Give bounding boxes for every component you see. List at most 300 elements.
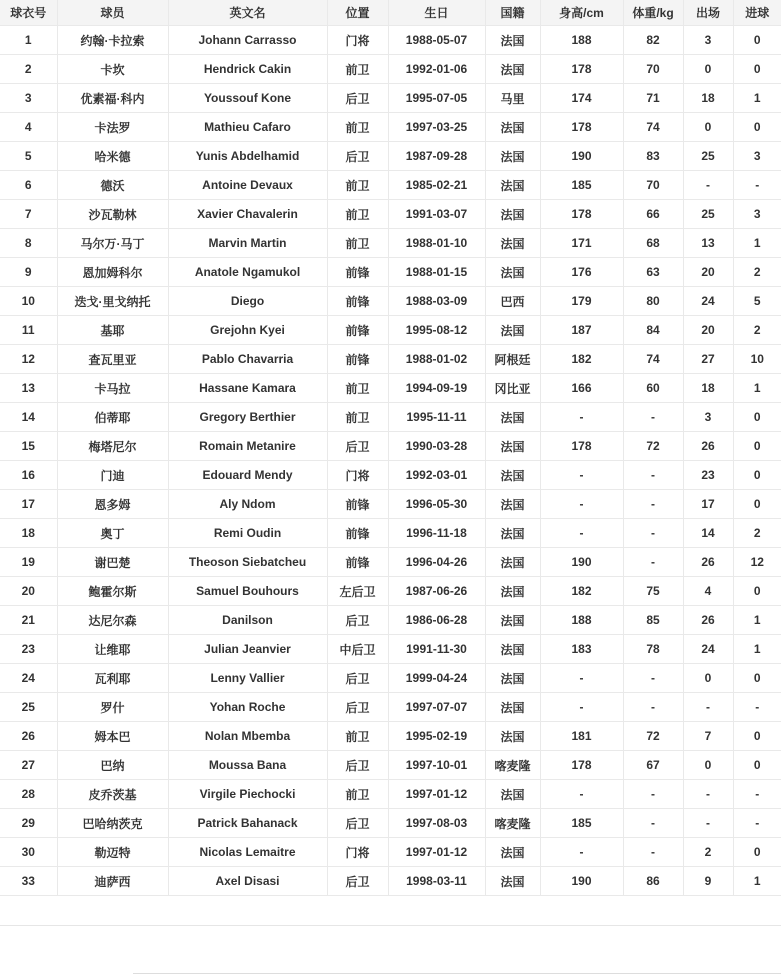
table-row (0, 287, 781, 316)
cell-appearances: 27 (683, 345, 733, 374)
cell-nationality: 法国 (485, 316, 540, 345)
cell-weight-kg: 63 (623, 258, 683, 287)
cell-appearances: 3 (683, 26, 733, 55)
cell-player-name-en: Yohan Roche (168, 693, 327, 722)
cell-jersey-number: 3 (0, 84, 57, 113)
cell-jersey-number: 9 (0, 258, 57, 287)
cell-height-cm: 183 (540, 635, 623, 664)
cell-goals: 1 (733, 635, 781, 664)
cell-birthday: 1987-06-26 (388, 577, 485, 606)
cell-position: 中后卫 (327, 635, 388, 664)
cell-height-cm: 178 (540, 751, 623, 780)
cell-height-cm: 178 (540, 113, 623, 142)
cell-goals: - (733, 809, 781, 838)
cell-height-cm: - (540, 403, 623, 432)
cell-weight-kg: - (623, 461, 683, 490)
cell-nationality: 法国 (485, 838, 540, 867)
cell-position: 前锋 (327, 490, 388, 519)
cell-position: 前锋 (327, 258, 388, 287)
cell-position: 前卫 (327, 229, 388, 258)
cell-player-name-cn: 优素福·科内 (57, 84, 168, 113)
cell-weight-kg: 72 (623, 432, 683, 461)
cell-nationality: 法国 (485, 403, 540, 432)
cell-nationality: 法国 (485, 606, 540, 635)
cell-weight-kg: 71 (623, 84, 683, 113)
cell-jersey-number: 16 (0, 461, 57, 490)
cell-height-cm: 190 (540, 867, 623, 896)
cell-birthday: 1990-03-28 (388, 432, 485, 461)
cell-weight-kg: 68 (623, 229, 683, 258)
cell-jersey-number: 17 (0, 490, 57, 519)
cell-birthday: 1996-05-30 (388, 490, 485, 519)
cell-appearances: 20 (683, 316, 733, 345)
cell-position: 前卫 (327, 55, 388, 84)
cell-player-name-cn: 迭戈·里戈纳托 (57, 287, 168, 316)
cell-weight-kg: - (623, 809, 683, 838)
cell-jersey-number: 18 (0, 519, 57, 548)
cell-nationality: 法国 (485, 142, 540, 171)
cell-nationality: 法国 (485, 55, 540, 84)
cell-player-name-cn: 罗什 (57, 693, 168, 722)
cell-goals: 0 (733, 664, 781, 693)
table-row (0, 316, 781, 345)
cell-nationality: 法国 (485, 664, 540, 693)
cell-player-name-cn: 查瓦里亚 (57, 345, 168, 374)
section-divider (0, 925, 781, 926)
cell-weight-kg: - (623, 838, 683, 867)
cell-jersey-number: 25 (0, 693, 57, 722)
table-row (0, 26, 781, 55)
cell-weight-kg: 67 (623, 751, 683, 780)
cell-jersey-number: 24 (0, 664, 57, 693)
table-row (0, 432, 781, 461)
cell-goals: 3 (733, 142, 781, 171)
cell-player-name-en: Romain Metanire (168, 432, 327, 461)
column-header-goals: 进球 (733, 0, 781, 26)
cell-player-name-en: Youssouf Kone (168, 84, 327, 113)
cell-weight-kg: 74 (623, 113, 683, 142)
cell-position: 后卫 (327, 867, 388, 896)
cell-height-cm: 178 (540, 200, 623, 229)
cell-jersey-number: 21 (0, 606, 57, 635)
table-row (0, 577, 781, 606)
table-row (0, 229, 781, 258)
cell-player-name-en: Julian Jeanvier (168, 635, 327, 664)
cell-player-name-en: Aly Ndom (168, 490, 327, 519)
cell-position: 前卫 (327, 722, 388, 751)
cell-goals: 0 (733, 490, 781, 519)
cell-jersey-number: 15 (0, 432, 57, 461)
cell-height-cm: - (540, 519, 623, 548)
cell-jersey-number: 7 (0, 200, 57, 229)
cell-nationality: 法国 (485, 867, 540, 896)
column-header-weight-kg: 体重/kg (623, 0, 683, 26)
cell-birthday: 1995-07-05 (388, 84, 485, 113)
cell-position: 前锋 (327, 287, 388, 316)
cell-height-cm: 166 (540, 374, 623, 403)
table-row (0, 809, 781, 838)
cell-nationality: 喀麦隆 (485, 751, 540, 780)
cell-appearances: 9 (683, 867, 733, 896)
cell-position: 后卫 (327, 751, 388, 780)
table-row (0, 403, 781, 432)
cell-goals: - (733, 693, 781, 722)
cell-position: 前锋 (327, 548, 388, 577)
cell-jersey-number: 23 (0, 635, 57, 664)
cell-position: 后卫 (327, 664, 388, 693)
table-row (0, 258, 781, 287)
squad-table-header (0, 0, 781, 26)
cell-appearances: 24 (683, 287, 733, 316)
cell-appearances: 0 (683, 664, 733, 693)
table-row (0, 345, 781, 374)
table-row (0, 374, 781, 403)
cell-nationality: 阿根廷 (485, 345, 540, 374)
cell-nationality: 冈比亚 (485, 374, 540, 403)
cell-goals: 1 (733, 84, 781, 113)
cell-appearances: 23 (683, 461, 733, 490)
cell-goals: 0 (733, 55, 781, 84)
cell-player-name-en: Yunis Abdelhamid (168, 142, 327, 171)
cell-height-cm: 182 (540, 345, 623, 374)
cell-nationality: 法国 (485, 693, 540, 722)
cell-birthday: 1988-01-10 (388, 229, 485, 258)
cell-jersey-number: 29 (0, 809, 57, 838)
cell-appearances: - (683, 809, 733, 838)
cell-position: 前卫 (327, 113, 388, 142)
cell-birthday: 1986-06-28 (388, 606, 485, 635)
cell-birthday: 1997-01-12 (388, 838, 485, 867)
cell-position: 左后卫 (327, 577, 388, 606)
cell-height-cm: 188 (540, 26, 623, 55)
cell-birthday: 1997-07-07 (388, 693, 485, 722)
cell-height-cm: - (540, 461, 623, 490)
cell-nationality: 马里 (485, 84, 540, 113)
cell-player-name-cn: 达尼尔森 (57, 606, 168, 635)
column-header-nationality: 国籍 (485, 0, 540, 26)
cell-height-cm: 181 (540, 722, 623, 751)
cell-nationality: 法国 (485, 490, 540, 519)
cell-position: 后卫 (327, 606, 388, 635)
cell-player-name-cn: 恩加姆科尔 (57, 258, 168, 287)
cell-nationality: 巴西 (485, 287, 540, 316)
cell-height-cm: 187 (540, 316, 623, 345)
cell-player-name-cn: 巴纳 (57, 751, 168, 780)
header-row (0, 0, 781, 26)
cell-jersey-number: 20 (0, 577, 57, 606)
cell-position: 前卫 (327, 200, 388, 229)
cell-player-name-cn: 卡法罗 (57, 113, 168, 142)
cell-nationality: 法国 (485, 519, 540, 548)
cell-birthday: 1995-08-12 (388, 316, 485, 345)
cell-birthday: 1988-01-02 (388, 345, 485, 374)
cell-player-name-cn: 梅塔尼尔 (57, 432, 168, 461)
cell-nationality: 法国 (485, 780, 540, 809)
cell-birthday: 1996-11-18 (388, 519, 485, 548)
cell-appearances: 17 (683, 490, 733, 519)
cell-weight-kg: 78 (623, 635, 683, 664)
table-row (0, 693, 781, 722)
cell-position: 门将 (327, 26, 388, 55)
cell-jersey-number: 30 (0, 838, 57, 867)
cell-birthday: 1997-03-25 (388, 113, 485, 142)
cell-weight-kg: 75 (623, 577, 683, 606)
table-row (0, 838, 781, 867)
cell-player-name-en: Marvin Martin (168, 229, 327, 258)
cell-birthday: 1997-08-03 (388, 809, 485, 838)
cell-appearances: 3 (683, 403, 733, 432)
cell-weight-kg: - (623, 490, 683, 519)
cell-goals: 5 (733, 287, 781, 316)
cell-weight-kg: 72 (623, 722, 683, 751)
cell-jersey-number: 12 (0, 345, 57, 374)
table-row (0, 490, 781, 519)
cell-birthday: 1988-03-09 (388, 287, 485, 316)
cell-birthday: 1999-04-24 (388, 664, 485, 693)
cell-jersey-number: 27 (0, 751, 57, 780)
cell-goals: - (733, 171, 781, 200)
cell-goals: 1 (733, 867, 781, 896)
cell-birthday: 1985-02-21 (388, 171, 485, 200)
cell-birthday: 1992-03-01 (388, 461, 485, 490)
table-row (0, 200, 781, 229)
cell-position: 后卫 (327, 142, 388, 171)
cell-player-name-en: Diego (168, 287, 327, 316)
cell-nationality: 法国 (485, 722, 540, 751)
table-row (0, 664, 781, 693)
cell-height-cm: 174 (540, 84, 623, 113)
cell-jersey-number: 14 (0, 403, 57, 432)
cell-player-name-cn: 约翰·卡拉索 (57, 26, 168, 55)
cell-appearances: 26 (683, 548, 733, 577)
cell-nationality: 法国 (485, 432, 540, 461)
table-row (0, 84, 781, 113)
cell-position: 前卫 (327, 374, 388, 403)
cell-player-name-en: Patrick Bahanack (168, 809, 327, 838)
cell-player-name-en: Virgile Piechocki (168, 780, 327, 809)
cell-appearances: 13 (683, 229, 733, 258)
cell-player-name-en: Edouard Mendy (168, 461, 327, 490)
cell-player-name-en: Samuel Bouhours (168, 577, 327, 606)
cell-weight-kg: 85 (623, 606, 683, 635)
cell-weight-kg: 66 (623, 200, 683, 229)
cell-appearances: 14 (683, 519, 733, 548)
cell-height-cm: 185 (540, 171, 623, 200)
cell-player-name-cn: 鲍霍尔斯 (57, 577, 168, 606)
cell-appearances: 24 (683, 635, 733, 664)
cell-birthday: 1992-01-06 (388, 55, 485, 84)
cell-player-name-en: Xavier Chavalerin (168, 200, 327, 229)
column-header-height-cm: 身高/cm (540, 0, 623, 26)
cell-player-name-cn: 皮乔茨基 (57, 780, 168, 809)
cell-height-cm: 185 (540, 809, 623, 838)
cell-player-name-cn: 基耶 (57, 316, 168, 345)
column-header-player-name-en: 英文名 (168, 0, 327, 26)
cell-goals: 0 (733, 113, 781, 142)
cell-height-cm: 178 (540, 55, 623, 84)
cell-appearances: 25 (683, 200, 733, 229)
table-row (0, 751, 781, 780)
cell-appearances: 0 (683, 751, 733, 780)
table-row (0, 171, 781, 200)
cell-birthday: 1991-11-30 (388, 635, 485, 664)
cell-nationality: 法国 (485, 548, 540, 577)
cell-goals: 1 (733, 606, 781, 635)
cell-weight-kg: - (623, 403, 683, 432)
cell-jersey-number: 1 (0, 26, 57, 55)
cell-player-name-cn: 瓦利耶 (57, 664, 168, 693)
cell-goals: 1 (733, 374, 781, 403)
cell-nationality: 法国 (485, 26, 540, 55)
cell-player-name-en: Grejohn Kyei (168, 316, 327, 345)
cell-goals: 0 (733, 403, 781, 432)
cell-appearances: 0 (683, 55, 733, 84)
cell-height-cm: - (540, 780, 623, 809)
cell-appearances: 7 (683, 722, 733, 751)
cell-height-cm: 179 (540, 287, 623, 316)
cell-goals: 0 (733, 722, 781, 751)
cell-nationality: 法国 (485, 171, 540, 200)
cell-position: 后卫 (327, 432, 388, 461)
cell-player-name-cn: 马尔万·马丁 (57, 229, 168, 258)
cell-goals: 0 (733, 26, 781, 55)
cell-nationality: 法国 (485, 635, 540, 664)
cell-goals: 1 (733, 229, 781, 258)
cell-appearances: 26 (683, 432, 733, 461)
cell-position: 门将 (327, 838, 388, 867)
cell-nationality: 法国 (485, 200, 540, 229)
cell-nationality: 法国 (485, 577, 540, 606)
cell-player-name-en: Hassane Kamara (168, 374, 327, 403)
cell-player-name-cn: 卡坎 (57, 55, 168, 84)
cell-goals: 0 (733, 577, 781, 606)
cell-nationality: 法国 (485, 229, 540, 258)
cell-jersey-number: 4 (0, 113, 57, 142)
cell-goals: 3 (733, 200, 781, 229)
cell-birthday: 1994-09-19 (388, 374, 485, 403)
cell-weight-kg: 82 (623, 26, 683, 55)
cell-height-cm: 182 (540, 577, 623, 606)
column-header-appearances: 出场 (683, 0, 733, 26)
cell-appearances: 4 (683, 577, 733, 606)
cell-height-cm: 188 (540, 606, 623, 635)
cell-player-name-en: Theoson Siebatcheu (168, 548, 327, 577)
cell-jersey-number: 10 (0, 287, 57, 316)
cell-player-name-cn: 伯蒂耶 (57, 403, 168, 432)
cell-height-cm: - (540, 693, 623, 722)
cell-jersey-number: 28 (0, 780, 57, 809)
cell-player-name-cn: 奥丁 (57, 519, 168, 548)
cell-player-name-en: Danilson (168, 606, 327, 635)
table-row (0, 635, 781, 664)
cell-jersey-number: 5 (0, 142, 57, 171)
cell-goals: 0 (733, 751, 781, 780)
cell-weight-kg: 70 (623, 55, 683, 84)
cell-goals: 2 (733, 316, 781, 345)
cell-appearances: 26 (683, 606, 733, 635)
cell-birthday: 1995-02-19 (388, 722, 485, 751)
cell-position: 后卫 (327, 693, 388, 722)
cell-appearances: 20 (683, 258, 733, 287)
cell-player-name-cn: 巴哈纳茨克 (57, 809, 168, 838)
table-row (0, 780, 781, 809)
cell-player-name-en: Moussa Bana (168, 751, 327, 780)
table-row (0, 548, 781, 577)
cell-player-name-en: Axel Disasi (168, 867, 327, 896)
cell-goals: 2 (733, 258, 781, 287)
cell-height-cm: 176 (540, 258, 623, 287)
cell-jersey-number: 19 (0, 548, 57, 577)
cell-player-name-cn: 德沃 (57, 171, 168, 200)
cell-player-name-cn: 迪萨西 (57, 867, 168, 896)
cell-birthday: 1987-09-28 (388, 142, 485, 171)
cell-goals: - (733, 780, 781, 809)
cell-weight-kg: 83 (623, 142, 683, 171)
cell-goals: 2 (733, 519, 781, 548)
cell-goals: 12 (733, 548, 781, 577)
footer-divider (133, 973, 781, 974)
cell-birthday: 1991-03-07 (388, 200, 485, 229)
cell-player-name-en: Remi Oudin (168, 519, 327, 548)
cell-jersey-number: 13 (0, 374, 57, 403)
column-header-position: 位置 (327, 0, 388, 26)
cell-appearances: 18 (683, 374, 733, 403)
cell-position: 前锋 (327, 519, 388, 548)
cell-player-name-cn: 门迪 (57, 461, 168, 490)
cell-position: 后卫 (327, 84, 388, 113)
cell-appearances: 2 (683, 838, 733, 867)
cell-jersey-number: 33 (0, 867, 57, 896)
cell-weight-kg: - (623, 548, 683, 577)
cell-player-name-cn: 卡马拉 (57, 374, 168, 403)
cell-position: 前锋 (327, 345, 388, 374)
cell-birthday: 1988-01-15 (388, 258, 485, 287)
table-row (0, 606, 781, 635)
cell-player-name-en: Nicolas Lemaitre (168, 838, 327, 867)
cell-nationality: 喀麦隆 (485, 809, 540, 838)
cell-birthday: 1995-11-11 (388, 403, 485, 432)
cell-nationality: 法国 (485, 461, 540, 490)
cell-player-name-en: Antoine Devaux (168, 171, 327, 200)
table-row (0, 722, 781, 751)
cell-jersey-number: 2 (0, 55, 57, 84)
table-row (0, 867, 781, 896)
table-row (0, 142, 781, 171)
cell-weight-kg: 80 (623, 287, 683, 316)
cell-height-cm: - (540, 838, 623, 867)
cell-player-name-cn: 恩多姆 (57, 490, 168, 519)
cell-birthday: 1998-03-11 (388, 867, 485, 896)
cell-goals: 10 (733, 345, 781, 374)
cell-player-name-en: Hendrick Cakin (168, 55, 327, 84)
cell-appearances: 0 (683, 113, 733, 142)
cell-height-cm: 190 (540, 142, 623, 171)
cell-player-name-cn: 让维耶 (57, 635, 168, 664)
cell-height-cm: 171 (540, 229, 623, 258)
table-row (0, 519, 781, 548)
cell-appearances: 25 (683, 142, 733, 171)
table-row (0, 113, 781, 142)
column-header-birthday: 生日 (388, 0, 485, 26)
cell-appearances: - (683, 171, 733, 200)
cell-jersey-number: 11 (0, 316, 57, 345)
cell-height-cm: - (540, 490, 623, 519)
cell-player-name-en: Mathieu Cafaro (168, 113, 327, 142)
cell-appearances: - (683, 780, 733, 809)
cell-jersey-number: 6 (0, 171, 57, 200)
cell-position: 后卫 (327, 809, 388, 838)
cell-nationality: 法国 (485, 258, 540, 287)
